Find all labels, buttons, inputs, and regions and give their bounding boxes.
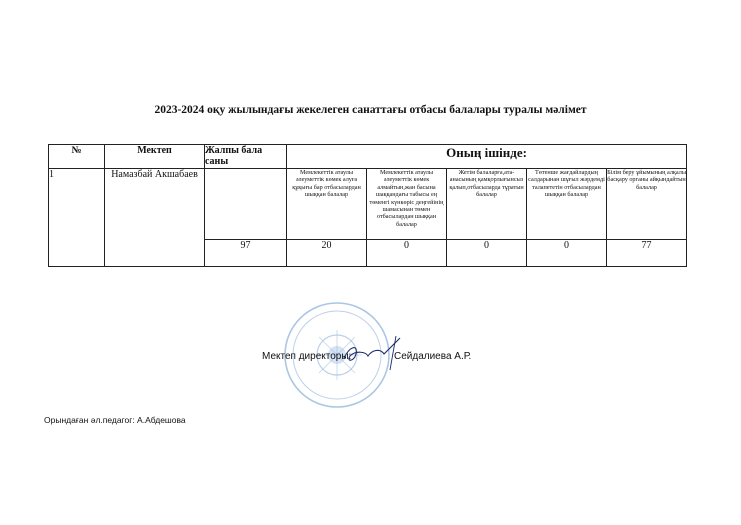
total-spacer <box>205 169 287 240</box>
subheader-1: Мемлекеттік атаулы әлеуметтік көмек алуға құқығы бар отбасылардан шыққан балалар <box>287 169 367 240</box>
value-1: 20 <box>287 240 367 267</box>
value-3: 0 <box>447 240 527 267</box>
row-num: 1 <box>49 169 105 267</box>
header-school: Мектеп <box>105 145 205 169</box>
subheader-4: Төтенше жағдайлардың салдарынан шұғыл жәрдемді талапететін отбасылардан шыққан балалар <box>527 169 607 240</box>
subheader-3: Жетім балаларға,ата-анасының қамқорлығынсыз қалып,отбасыларда тұратын балалар <box>447 169 527 240</box>
executor-line: Орындаған әл.педагог: А.Абдешова <box>44 415 186 425</box>
header-total: Жалпы бала саны <box>205 145 287 169</box>
director-name: Сейдалиева А.Р. <box>394 351 472 362</box>
row-school: Намазбай Акшабаев <box>105 169 205 267</box>
subheader-2: Мемлекеттік атаулы әлеуметтік көмек алмайтын,жан басына шаққандағы табысы ең төменгі күнкөріс деңгейінің шамасынан төмен отбасылардан шыққан балалар <box>367 169 447 240</box>
value-2: 0 <box>367 240 447 267</box>
header-inside: Оның ішінде: <box>287 145 687 169</box>
subheader-5: Білім беру ұйымының алқалы басқару органы айқындайтын балалар <box>607 169 687 240</box>
value-total: 97 <box>205 240 287 267</box>
data-table <box>48 144 687 267</box>
value-4: 0 <box>527 240 607 267</box>
director-label: Мектеп директоры: <box>262 351 352 362</box>
value-5: 77 <box>607 240 687 267</box>
page-title: 2023-2024 оқу жылындағы жекелеген санаттағы отбасы балалары туралы мәлімет <box>154 104 587 116</box>
header-num: № <box>49 145 105 169</box>
